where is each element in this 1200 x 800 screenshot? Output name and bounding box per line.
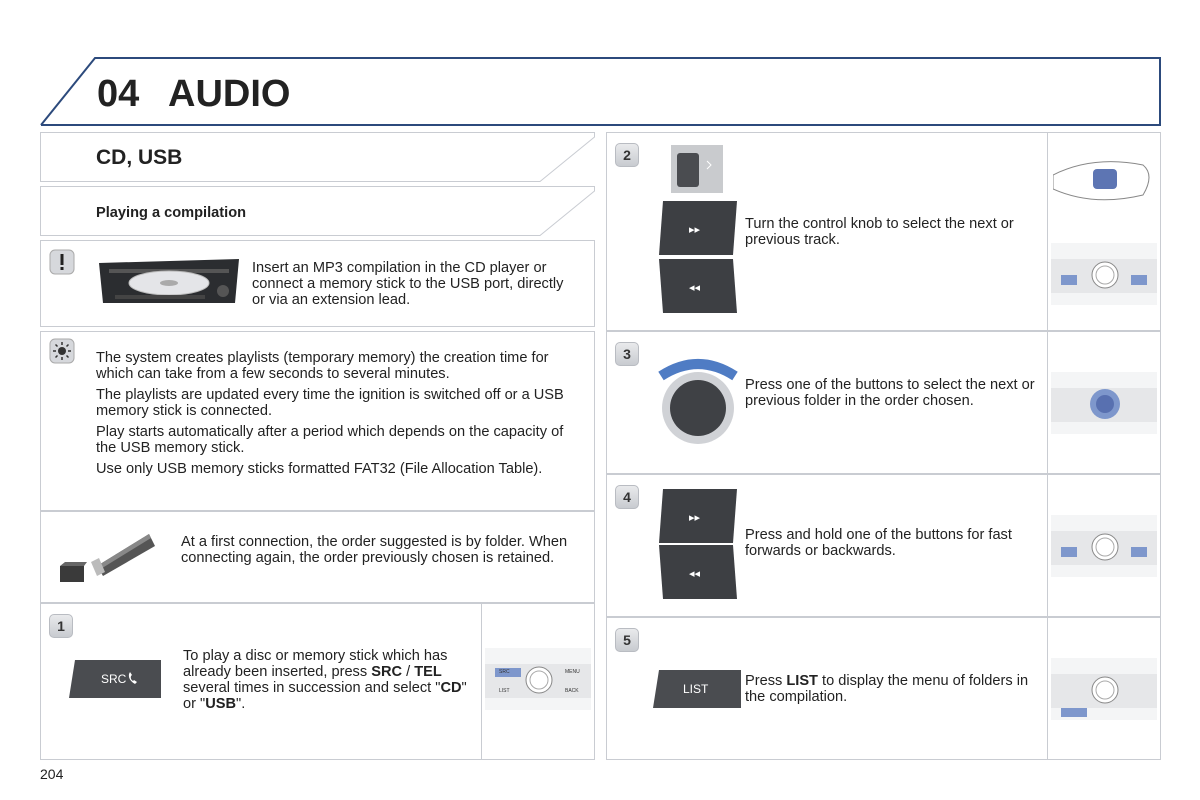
- step-3-badge: 3: [615, 342, 639, 366]
- rewind-button: [659, 545, 737, 599]
- fast-forward-button: [659, 489, 737, 543]
- chapter-title: AUDIO: [168, 73, 291, 115]
- audio-panel-diagram: [1051, 243, 1157, 310]
- step4-box: [606, 474, 1161, 617]
- audio-panel-diagram: [1051, 658, 1157, 725]
- svg-text:◂◂: ◂◂: [689, 281, 701, 294]
- tips-text: [96, 350, 581, 482]
- chapter-number: 04: [97, 73, 140, 115]
- cd-player-icon: [95, 257, 243, 305]
- next-button: [659, 201, 737, 255]
- src-button-label: SRC: [101, 672, 127, 686]
- phone-icon: [127, 672, 139, 686]
- tip-paragraph: The system creates playlists (temporary memory) the creation time for which can take from a few seconds to several minutes.: [96, 350, 549, 382]
- step1-text: To play a disc or memory stick which has already been inserted, press SRC / TEL several times in succession and select "CD" or "USB".: [183, 648, 467, 712]
- step-1-badge: 1: [49, 614, 73, 638]
- steering-control-icon: [671, 145, 723, 193]
- list-button-label: LIST: [683, 682, 709, 696]
- svg-text:▸▸: ▸▸: [689, 223, 701, 236]
- warning-icon: [49, 249, 75, 275]
- src-button: [69, 660, 161, 698]
- control-knob-icon: [657, 356, 739, 446]
- tip-paragraph: The playlists are updated every time the ignition is switched off or a USB memory stick is connected.: [96, 387, 564, 419]
- tip-paragraph: Use only USB memory sticks formatted FAT32 (File Allocation Table).: [96, 461, 543, 477]
- usb-stick-icon: [57, 528, 157, 588]
- list-button: [653, 670, 741, 708]
- previous-button: [659, 259, 737, 313]
- svg-text:▸▸: ▸▸: [689, 511, 701, 524]
- usb-text: At a first connection, the order suggested is by folder. When connecting again, the order previously chosen is retained.: [181, 534, 568, 566]
- tip-icon: [49, 338, 75, 364]
- subsection-title: Playing a compilation: [96, 205, 247, 221]
- audio-panel-diagram: [1051, 515, 1157, 582]
- step2-box: [606, 132, 1161, 331]
- svg-text:◂◂: ◂◂: [689, 567, 701, 580]
- tip-paragraph: Play starts automatically after a period which depends on the capacity of the USB memory stick.: [96, 424, 564, 456]
- audio-panel-diagram: [1051, 372, 1157, 439]
- step5-text: Press LIST to display the menu of folders in the compilation.: [745, 673, 1029, 705]
- chapter-header: [40, 57, 1161, 127]
- section-title-banner: [40, 132, 595, 182]
- audio-panel-diagram: SRC MENU LIST BACK: [485, 648, 591, 715]
- tips-box: [40, 331, 595, 511]
- page-number: 204: [40, 766, 64, 782]
- step-2-badge: 2: [615, 143, 639, 167]
- insert-text: Insert an MP3 compilation in the CD player or connect a memory stick to the USB port, directly or via an extension lead.: [252, 260, 564, 308]
- step3-box: [606, 331, 1161, 474]
- insert-box: [40, 240, 595, 327]
- step-5-badge: 5: [615, 628, 639, 652]
- step5-box: [606, 617, 1161, 760]
- steering-stalk-icon: [1053, 155, 1155, 207]
- step4-text: Press and hold one of the buttons for fast forwards or backwards.: [745, 527, 1012, 559]
- step3-text: Press one of the buttons to select the next or previous folder in the order chosen.: [745, 377, 1035, 409]
- step-4-badge: 4: [615, 485, 639, 509]
- subsection-banner: [40, 186, 595, 236]
- usb-box: [40, 511, 595, 603]
- step2-text: Turn the control knob to select the next or previous track.: [745, 216, 1014, 248]
- step1-box: [40, 603, 595, 760]
- section-title: CD, USB: [96, 146, 183, 169]
